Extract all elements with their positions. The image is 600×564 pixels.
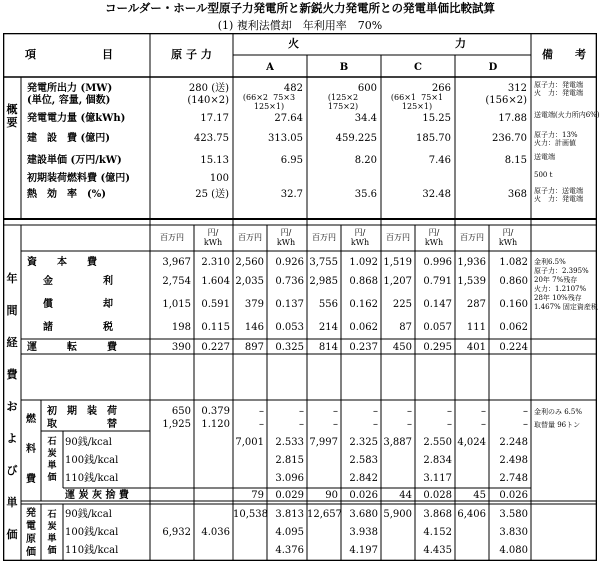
comparison-table	[3, 33, 600, 561]
operation-cell: 0.224	[499, 342, 528, 353]
overview-c-value: 266	[431, 83, 451, 94]
capital-cell: 0.791	[423, 276, 452, 287]
fuel-initial-cell: –	[333, 406, 338, 417]
cost-row-label: 90銭/kcal	[65, 509, 112, 520]
ash-label: 運 炭 灰 捨 費	[65, 490, 129, 501]
cost-row-label: 110銭/kcal	[65, 545, 119, 556]
capital-cell: 0.868	[349, 276, 378, 287]
cost-cell: 4.376	[275, 545, 304, 556]
coal-price-cell: 2.325	[349, 437, 378, 448]
ash-cell: 79	[251, 490, 264, 501]
capital-cell: 3,967	[162, 257, 191, 268]
capital-cell: 198	[171, 322, 191, 333]
cost-row-label: 100銭/kcal	[65, 527, 119, 538]
overview-d-value: 17.88	[498, 113, 527, 124]
unit-per-kwh-bottom: kWh	[203, 238, 223, 247]
operation-cell: 390	[171, 342, 191, 353]
overview-nuclear-value: (140×2)	[187, 95, 229, 106]
overview-nuclear-value: 280 (送)	[188, 83, 229, 94]
fuel-initial-cell: –	[259, 406, 264, 417]
capital-cell: 87	[399, 322, 412, 333]
ash-cell: 45	[473, 490, 486, 501]
unit-yen: 百万円	[312, 233, 336, 242]
cost-cell: 3.938	[349, 527, 378, 538]
capital-cell: 379	[244, 299, 264, 310]
capital-cell: 1,936	[457, 257, 486, 268]
overview-remark: 原子力：13% 火力：計画値	[534, 131, 578, 147]
cost-cell: 4.152	[423, 527, 452, 538]
coal-price-cell: 2.248	[499, 437, 528, 448]
capital-cell: 2,754	[162, 276, 191, 287]
overview-remark: 送電端(火力所内6%)	[534, 111, 600, 119]
fuel-initial-cell: –	[407, 406, 412, 417]
capital-row-label: 諸 税	[43, 322, 113, 333]
overview-a-value: (66×2 75×3 125×1)	[242, 93, 296, 111]
capital-cell: 287	[466, 299, 486, 310]
cost-cell: 4.435	[423, 545, 452, 556]
capital-cell: 0.053	[275, 322, 304, 333]
unit-per-kwh-top: 円/	[428, 228, 440, 237]
overview-nuclear-value: 423.75	[194, 133, 229, 144]
coal-price-row-label: 100銭/kcal	[65, 455, 119, 466]
fuel-initial-cell: 0.379	[201, 406, 230, 417]
operation-cell: 897	[244, 342, 264, 353]
overview-nuclear-value: 25 (送)	[195, 189, 229, 200]
capital-remark: 金利6.5% 原子力：2.395% 20年 7%残存 火力：1.2107% 28年 10%残存 1.467% 固定資産税	[534, 258, 598, 311]
unit-per-kwh-bottom: kWh	[424, 238, 444, 247]
cost-cell: 4.197	[349, 545, 378, 556]
capital-cell: 2,985	[309, 276, 338, 287]
ash-cell: 0.029	[275, 490, 304, 501]
unit-per-kwh-top: 円/	[280, 228, 292, 237]
capital-cell: 0.137	[275, 299, 304, 310]
cost-cell: 3.580	[499, 509, 528, 520]
header-thermal-left: 火	[288, 37, 299, 50]
unit-yen: 百万円	[386, 233, 410, 242]
header-remarks: 備 考	[542, 48, 586, 61]
capital-cell: 225	[392, 299, 412, 310]
capital-cell: 1.604	[201, 276, 230, 287]
overview-row-label: 発電所出力 (MW)	[27, 83, 113, 94]
capital-cell: 1.092	[349, 257, 378, 268]
overview-a-value: 313.05	[268, 133, 303, 144]
overview-c-value: (66×1 75×1 125×1)	[390, 93, 444, 111]
capital-cell: 0.147	[423, 299, 452, 310]
fuel-replace-cell: –	[447, 419, 452, 430]
ash-cell: 44	[399, 490, 412, 501]
capital-row-label: 資 本 費	[27, 257, 97, 268]
fuel-replace-cell: –	[373, 419, 378, 430]
fuel-initial-cell: –	[481, 406, 486, 417]
capital-cell: 0.860	[499, 276, 528, 287]
coal-price-cell: 2.498	[499, 455, 528, 466]
capital-cell: 1,519	[383, 257, 412, 268]
plant-b-header: B	[339, 62, 349, 73]
capital-cell: 0.062	[349, 322, 378, 333]
coal-price-cell: 2.842	[349, 473, 378, 484]
capital-cell: 146	[244, 322, 264, 333]
coal-price-cell: 2.815	[275, 455, 304, 466]
fuel-initial-cell: –	[523, 406, 528, 417]
overview-c-value: 7.46	[428, 155, 451, 166]
unit-yen: 百万円	[238, 233, 262, 242]
overview-d-value: (156×2)	[485, 95, 527, 106]
unit-per-kwh-top: 円/	[502, 228, 514, 237]
capital-cell: 0.162	[349, 299, 378, 310]
capital-cell: 2.310	[201, 257, 230, 268]
fuel-replace-remark: 取替量 96トン	[534, 421, 581, 429]
capital-cell: 1.082	[499, 257, 528, 268]
overview-b-value: 8.20	[354, 155, 377, 166]
fuel-initial-cell: –	[299, 406, 304, 417]
unit-yen: 百万円	[460, 233, 484, 242]
overview-row-label: 発電電力量 (億kWh)	[27, 113, 126, 124]
capital-cell: 1,539	[457, 276, 486, 287]
cost-coal-price-label: 石炭単価	[47, 510, 57, 556]
cost-cell: 12,657	[307, 509, 342, 520]
capital-cell: 0.736	[275, 276, 304, 287]
overview-a-value: 32.7	[280, 189, 303, 200]
fuel-initial-cell: 650	[171, 406, 191, 417]
capital-row-label: 金 利	[43, 276, 113, 287]
fuel-initial-remark: 金利のみ 6.5%	[534, 408, 583, 416]
plant-a-header: A	[266, 62, 274, 73]
fuel-label: 燃料費	[26, 414, 36, 485]
fuel-replace-cell: 1.120	[201, 419, 230, 430]
cost-cell: 10,538	[233, 509, 268, 520]
ash-cell: 90	[325, 490, 338, 501]
fuel-initial-cell: –	[447, 406, 452, 417]
fuel-replace-cell: –	[481, 419, 486, 430]
overview-c-value: 32.48	[422, 189, 451, 200]
cost-cell: 3.680	[349, 509, 378, 520]
coal-price-cell: 7,997	[309, 437, 338, 448]
coal-price-cell: 7,001	[235, 437, 264, 448]
overview-nuclear-value: 15.13	[200, 155, 229, 166]
coal-price-row-label: 90銭/kcal	[65, 437, 112, 448]
fuel-replace-cell: –	[333, 419, 338, 430]
unit-per-kwh-bottom: kWh	[276, 238, 296, 247]
cost-cell: 5,900	[383, 509, 412, 520]
capital-cell: 0.062	[499, 322, 528, 333]
unit-per-kwh-top: 円/	[207, 228, 219, 237]
plant-d-header: D	[488, 62, 498, 73]
capital-cell: 2,035	[235, 276, 264, 287]
capital-cell: 0.057	[423, 322, 452, 333]
cost-label: 発電原価	[26, 508, 36, 558]
operation-cell: 0.237	[349, 342, 378, 353]
capital-cell: 111	[466, 322, 486, 333]
capital-cell: 1,015	[162, 299, 191, 310]
overview-row-label: (単位, 容量, 個数)	[27, 95, 111, 106]
capital-cell: 0.926	[275, 257, 304, 268]
cost-cell: 4.080	[499, 545, 528, 556]
cost-cell: 4.036	[201, 527, 230, 538]
coal-price-row-label: 110銭/kcal	[65, 473, 119, 484]
operation-cell: 450	[392, 342, 412, 353]
capital-cell: 0.996	[423, 257, 452, 268]
coal-price-cell: 2.583	[349, 455, 378, 466]
capital-cell: 3,755	[309, 257, 338, 268]
overview-d-value: 312	[507, 83, 527, 94]
cost-cell: 6,406	[457, 509, 486, 520]
overview-d-value: 368	[507, 189, 527, 200]
overview-row-label: 建設単価 (万円/kW)	[27, 155, 122, 166]
overview-d-value: 8.15	[504, 155, 527, 166]
plant-c-header: C	[414, 62, 422, 73]
unit-per-kwh-bottom: kWh	[350, 238, 370, 247]
coal-price-cell: 2.550	[423, 437, 452, 448]
operation-cell: 814	[318, 342, 338, 353]
coal-price-cell: 2.834	[423, 455, 452, 466]
coal-price-cell: 3.117	[423, 473, 452, 484]
coal-price-cell: 2.533	[275, 437, 304, 448]
overview-remark: 送電端	[534, 153, 555, 161]
capital-cell: 214	[318, 322, 338, 333]
coal-price-cell: 4,024	[457, 437, 486, 448]
overview-b-value: 459.225	[335, 133, 377, 144]
ash-cell: 0.028	[423, 490, 452, 501]
overview-c-value: 185.70	[416, 133, 451, 144]
ash-cell: 0.026	[499, 490, 528, 501]
cost-cell: 6,932	[162, 527, 191, 538]
fuel-replace-cell: –	[259, 419, 264, 430]
overview-remark: 原子力：送電端 火 力：発電端	[534, 187, 583, 203]
overview-b-value: (125×2 175×2)	[327, 93, 359, 111]
coal-price-cell: 3.096	[275, 473, 304, 484]
overview-a-value: 6.95	[280, 155, 303, 166]
operation-cell: 0.295	[423, 342, 452, 353]
capital-cell: 0.160	[499, 299, 528, 310]
capital-cell: 2,560	[235, 257, 264, 268]
section1-label: 概要	[6, 103, 18, 129]
ash-cell: 0.026	[349, 490, 378, 501]
header-thermal-right: 力	[455, 37, 466, 50]
capital-cell: 0.115	[201, 322, 230, 333]
overview-b-value: 34.4	[354, 113, 377, 124]
fuel-replace-cell: –	[299, 419, 304, 430]
capital-cell: 556	[318, 299, 338, 310]
unit-yen: 百万円	[160, 233, 184, 242]
fuel-replace-label: 取 替	[47, 419, 117, 430]
overview-row-label: 初期装荷燃料費 (億円)	[27, 173, 130, 184]
unit-per-kwh-bottom: kWh	[498, 238, 518, 247]
capital-row-label: 償 却	[43, 299, 113, 310]
overview-a-value: 27.64	[274, 113, 303, 124]
operation-label: 運 転 費	[27, 342, 117, 353]
header-nuclear: 原 子 力	[171, 48, 212, 61]
overview-remark: 原子力：発電端 火 力：発電端	[534, 81, 583, 97]
coal-price-label: 石炭単価	[47, 437, 57, 483]
overview-remark: 500 t	[534, 171, 553, 179]
overview-b-value: 35.6	[354, 189, 377, 200]
cost-cell: 3.830	[499, 527, 528, 538]
cost-cell: 3.813	[275, 509, 304, 520]
capital-cell: 1,207	[383, 276, 412, 287]
operation-cell: 0.227	[201, 342, 230, 353]
fuel-replace-cell: –	[523, 419, 528, 430]
overview-c-value: 15.25	[422, 113, 451, 124]
cost-cell: 3.868	[423, 509, 452, 520]
overview-b-value: 600	[357, 83, 377, 94]
page-title: コールダー・ホール型原子力発電所と新鋭火力発電所との発電単価比較試算	[104, 1, 496, 15]
cost-cell: 4.095	[275, 527, 304, 538]
fuel-replace-cell: –	[407, 419, 412, 430]
overview-d-value: 236.70	[492, 133, 527, 144]
capital-cell: 0.591	[201, 299, 230, 310]
overview-row-label: 熱 効 率 (%)	[27, 189, 106, 200]
fuel-initial-label: 初 期 装 荷	[47, 406, 117, 417]
page-subtitle: (1) 複利法償却 年利用率 70%	[217, 19, 383, 32]
overview-nuclear-value: 17.17	[200, 113, 229, 124]
operation-cell: 0.325	[275, 342, 304, 353]
overview-nuclear-value: 100	[209, 173, 229, 184]
operation-cell: 401	[466, 342, 486, 353]
fuel-initial-cell: –	[373, 406, 378, 417]
fuel-replace-cell: 1,925	[162, 419, 191, 430]
overview-a-value: 482	[283, 83, 303, 94]
coal-price-cell: 2.748	[499, 473, 528, 484]
overview-row-label: 建 設 費 (億円)	[27, 133, 110, 144]
header-item: 項 目	[25, 48, 113, 61]
section2-label: 年間経費および単価	[6, 272, 18, 541]
coal-price-cell: 3,887	[383, 437, 412, 448]
unit-per-kwh-top: 円/	[354, 228, 366, 237]
